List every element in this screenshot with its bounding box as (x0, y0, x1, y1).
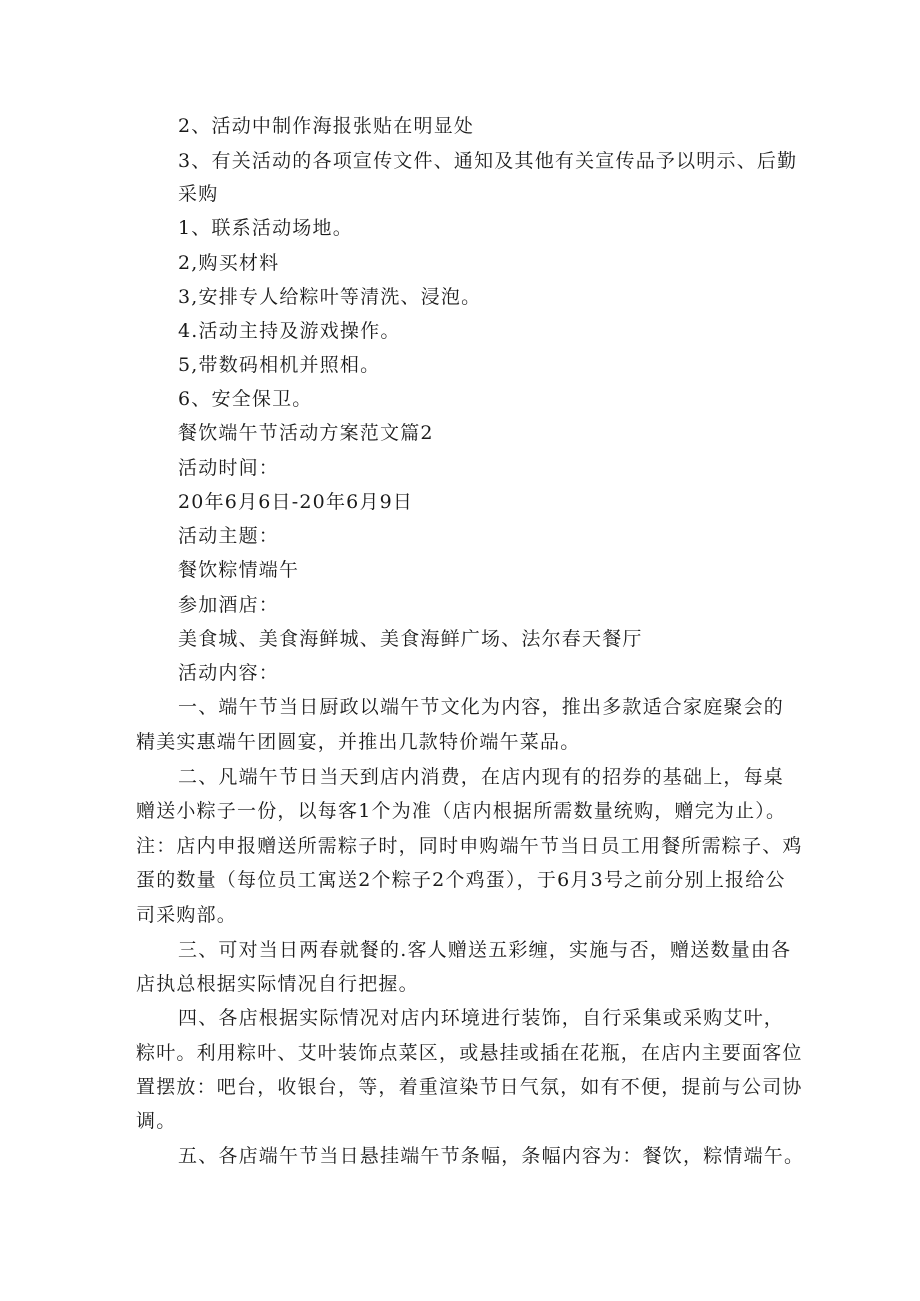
text-line: 20年6月6日-20年6月9日 (178, 491, 414, 513)
text-line: 餐饮粽情端午 (178, 559, 300, 581)
text-line: 1、联系活动场地。 (178, 217, 353, 239)
text-line: 四、各店根据实际情况对店内环境进行装饰，自行采集或采购艾叶， (178, 1007, 785, 1029)
text-line: 调。 (136, 1110, 177, 1132)
text-line: 3、有关活动的各项宣传文件、通知及其他有关宣传品予以明示、后勤 (178, 150, 798, 172)
text-line: 活动时间： (178, 457, 280, 479)
text-line: 店执总根据实际情况自行把握。 (136, 973, 419, 995)
text-line: 活动内容： (178, 662, 280, 684)
text-line: 3,安排专人给粽叶等清洗、浸泡。 (178, 286, 482, 308)
text-line: 精美实惠端午团圆宴，并推出几款特价端午菜品。 (136, 731, 581, 753)
text-line: 蛋的数量（每位员工寓送2个粽子2个鸡蛋），于6月3号之前分别上报给公 (136, 869, 786, 891)
text-line: 赠送小粽子一份，以每客1个为准（店内根据所需数量统购，赠完为止）。 (136, 800, 787, 822)
text-line: 4.活动主持及游戏操作。 (178, 320, 401, 342)
text-line: 注：店内申报赠送所需粽子时，同时申购端午节当日员工用餐所需粽子、鸡 (136, 835, 803, 857)
text-line: 5,带数码相机并照相。 (178, 354, 381, 376)
text-line: 美食城、美食海鲜城、美食海鲜广场、法尔春天餐厅 (178, 628, 643, 650)
text-line: 2,购买材料 (178, 252, 280, 274)
text-line: 置摆放：吧台，收银台，等，着重渲染节日气氛，如有不便，提前与公司协 (136, 1076, 803, 1098)
text-line: 2、活动中制作海报张贴在明显处 (178, 115, 475, 137)
text-line: 五、各店端午节当日悬挂端午节条幅，条幅内容为：餐饮，粽情端午。 (178, 1145, 805, 1167)
text-line: 二、凡端午节日当天到店内消费，在店内现有的招券的基础上，每桌 (178, 766, 785, 788)
text-line: 一、端午节当日厨政以端午节文化为内容，推出多款适合家庭聚会的 (178, 696, 785, 718)
text-line: 三、可对当日两春就餐的.客人赠送五彩缠，实施与否，赠送数量由各 (178, 939, 792, 961)
text-line: 粽叶。利用粽叶、艾叶装饰点菜区，或悬挂或插在花瓶，在店内主要面客位 (136, 1042, 803, 1064)
text-line: 采购 (178, 183, 219, 205)
text-line: 参加酒店： (178, 594, 280, 616)
text-line: 司采购部。 (136, 904, 238, 926)
text-line: 活动主题： (178, 525, 280, 547)
section-heading: 餐饮端午节活动方案范文篇2 (178, 422, 434, 444)
text-line: 6、安全保卫。 (178, 388, 313, 410)
